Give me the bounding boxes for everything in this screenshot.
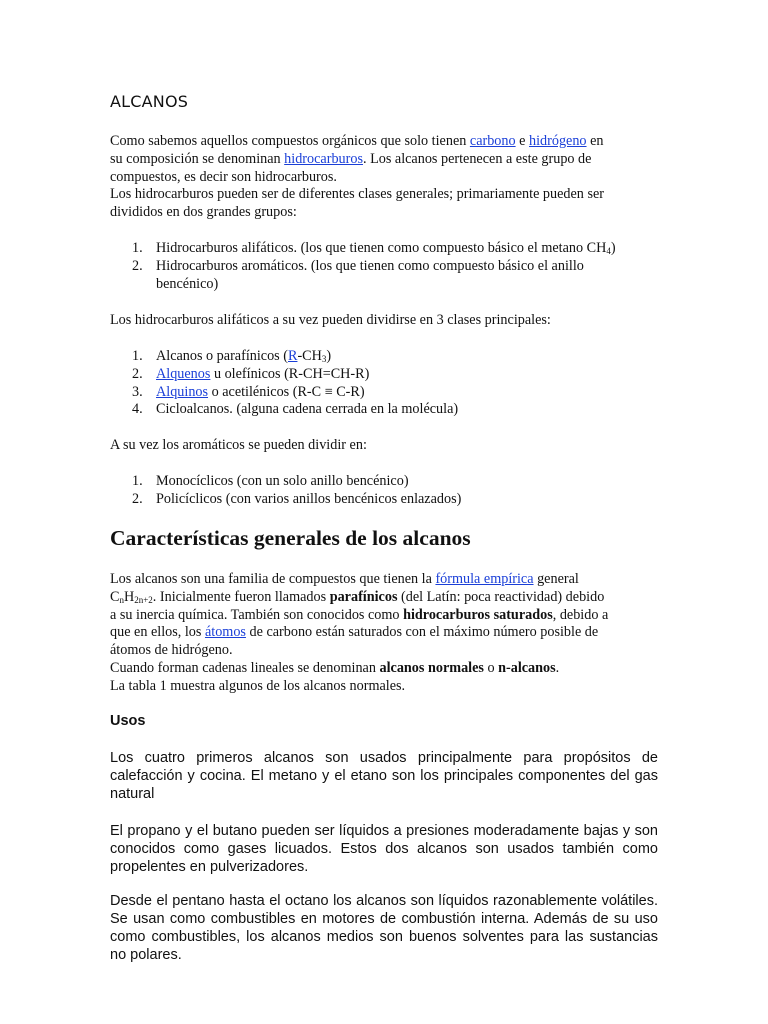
link-carbono[interactable]: carbono xyxy=(469,133,516,149)
link-atomos[interactable]: átomos xyxy=(204,624,246,641)
aromatic-classes-list xyxy=(110,473,662,509)
usos-heading: Usos xyxy=(110,713,146,729)
link-alquenos[interactable]: Alquenos xyxy=(156,365,211,382)
list-item: 1. Alcanos o parafínicos $(R-CH_3)$ xyxy=(132,348,332,364)
list-item: 4. Cicloalcanos. (alguna cadena cerrada en la molécula) xyxy=(132,401,459,418)
aliphatic-classes-list xyxy=(110,348,662,419)
page-title: ALCANOS xyxy=(110,92,189,111)
aromaticos-paragraph: A su vez los aromáticos se pueden dividir en: xyxy=(110,437,367,453)
list-item: 1. Hidrocarburos alifáticos. (los que tienen como compuesto básico el metano $CH_4$) xyxy=(132,240,616,256)
link-r[interactable]: R xyxy=(287,348,298,364)
intro-paragraph: Como sabemos aquellos compuestos orgánicos que solo tienen carbono e hidrógeno en su composición se denominan hidrocarburos. Los alcanos pertenecen a este grupo de compuestos, es decir son hidrocarburos. Los hidrocarburos pueden ser de diferentes clases generales; primariamente pueden ser divididos en dos grandes grupos: xyxy=(110,133,604,221)
characteristics-paragraph: Los alcanos son una familia de compuestos que tienen la fórmula empírica general $C_nH_{2n+2}$. Inicialmente fueron llamados parafínicos (del Latín: poca reactividad) debido a su inercia química. También son conocidos como hidrocarburos saturados, debido a que en ellos, los átomos de carbono están saturados con el máximo número posible de átomos de hidrógeno. Cuando forman cadenas lineales se denominan alcanos normales o n-alcanos. La tabla 1 muestra algunos de los alcanos normales. xyxy=(110,571,609,694)
list-item: 2. Policíclicos (con varios anillos bencénicos enlazados) xyxy=(132,490,462,507)
usos-paragraph-2: El propano y el butano pueden ser líquidos a presiones moderadamente bajas y son conocidos como gases licuados. Estos dos alcanos son usados también como propelentes en pulverizadores. xyxy=(110,823,658,875)
list-item: 2. Alquenos u olefínicos (R-CH=CH-R) xyxy=(132,365,370,382)
link-formula-empirica[interactable]: fórmula empírica xyxy=(435,571,534,587)
link-hidrocarburos[interactable]: hidrocarburos xyxy=(284,150,363,167)
hydrocarbon-groups-list xyxy=(110,240,662,293)
list-item: 1. Monocíclicos (con un solo anillo bencénico) xyxy=(132,473,409,489)
section-heading: Características generales de los alcanos xyxy=(110,526,471,550)
usos-paragraph-3: Desde el pentano hasta el octano los alcanos son líquidos razonablemente volátiles. Se usan como combustibles en motores de combustión interna. Además de su uso como combustibles, los alcanos medios son buenos solventes para las sustancias no polares. xyxy=(110,893,658,963)
usos-paragraph-1: Los cuatro primeros alcanos son usados principalmente para propósitos de calefacción y cocina. El metano y el etano son los principales componentes del gas natural xyxy=(110,750,658,802)
link-hidrogeno[interactable]: hidrógeno xyxy=(529,133,587,149)
link-alquinos[interactable]: Alquinos xyxy=(156,383,209,400)
list-item: 2. Hidrocarburos aromáticos. (los que tienen como compuesto básico el anillo bencénico) xyxy=(132,257,584,292)
intro-text: Como sabemos aquellos compuestos orgánicos que solo tienen xyxy=(110,133,470,149)
alifaticos-paragraph: Los hidrocarburos alifáticos a su vez pueden dividirse en 3 clases principales: xyxy=(110,312,551,328)
list-item: 3. Alquinos o acetilénicos (R-C ≡ C-R) xyxy=(132,383,365,400)
